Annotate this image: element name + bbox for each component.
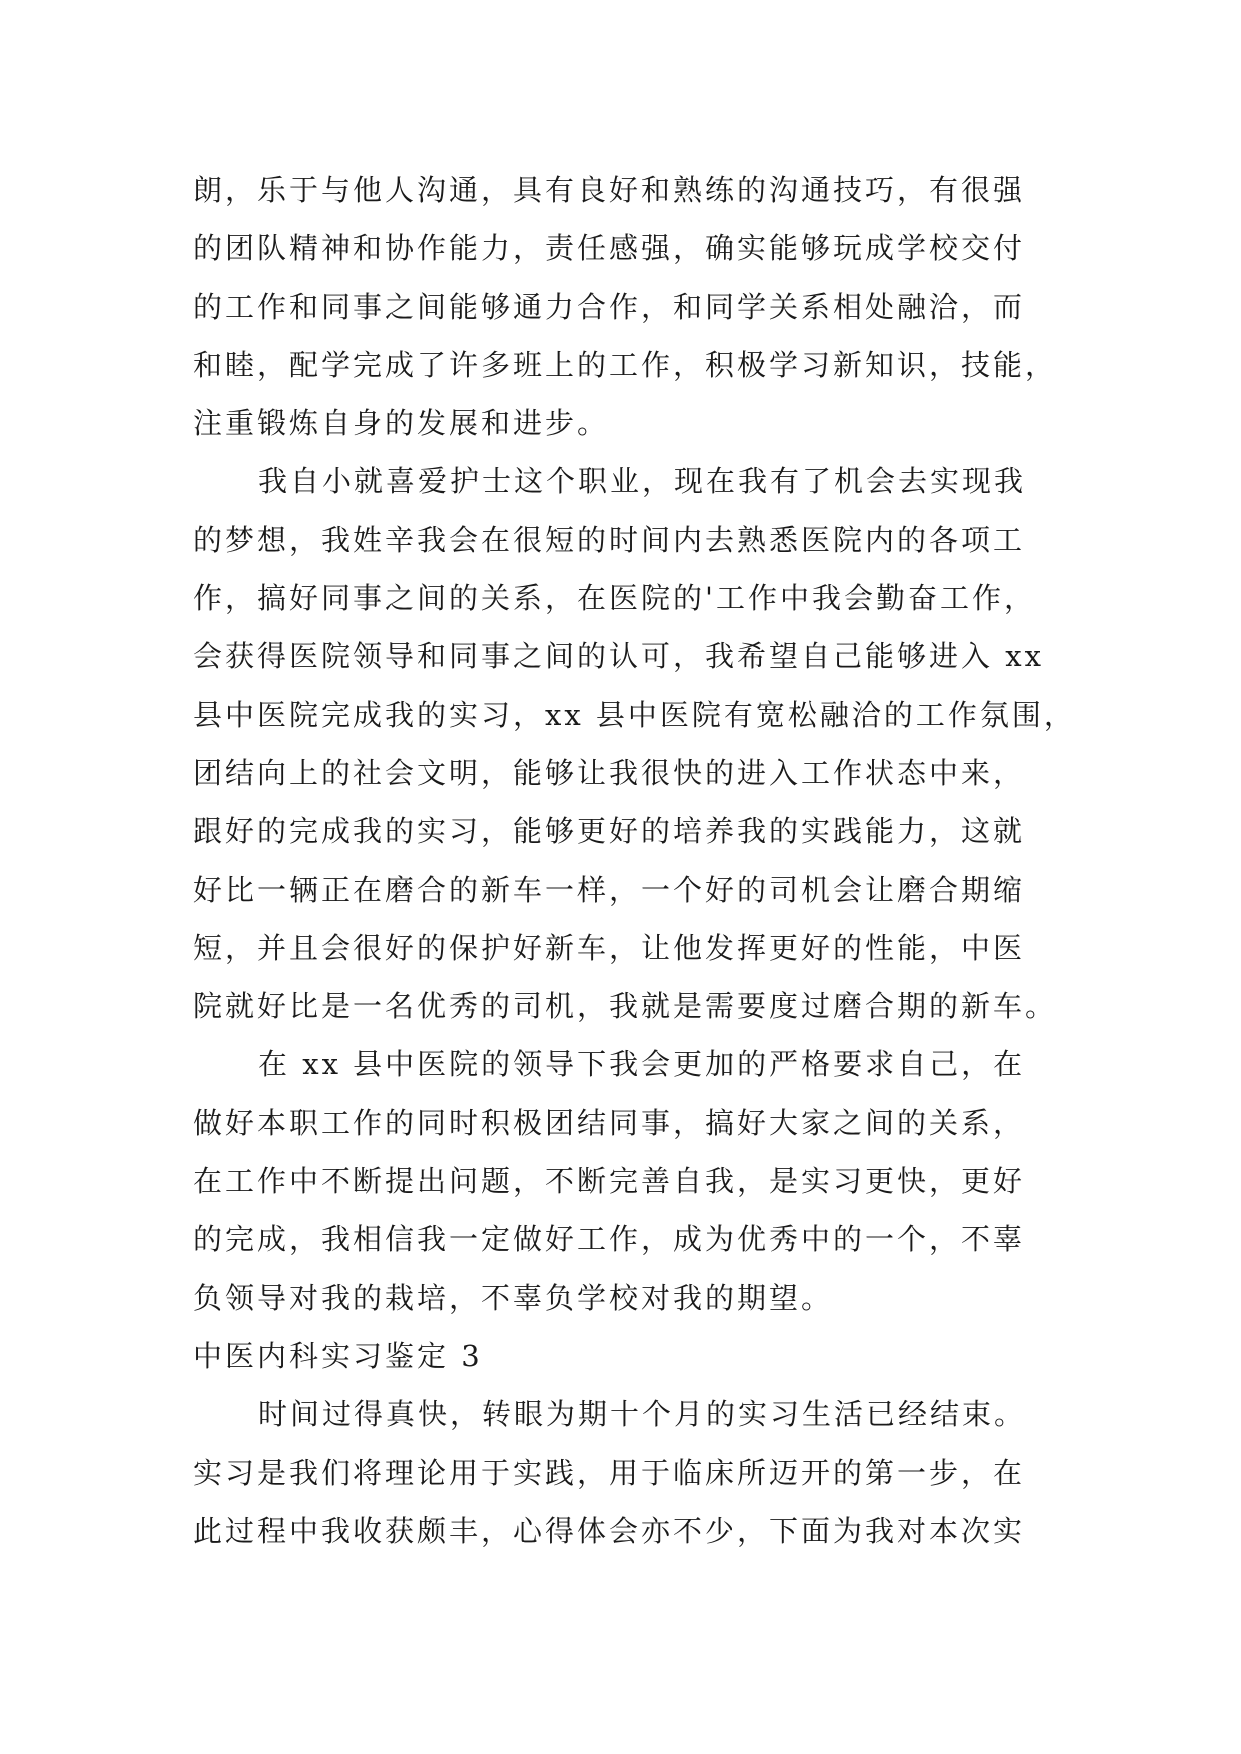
text-line: 县中医院完成我的实习，xx 县中医院有宽松融洽的工作氛围， <box>193 697 1076 732</box>
paragraph-1 <box>193 161 1073 452</box>
paragraph-2 <box>193 452 1076 1035</box>
section-heading: 中医内科实习鉴定 3 <box>193 1338 483 1373</box>
text-line: 在 xx 县中医院的领导下我会更加的严格要求自己，在 <box>258 1047 1026 1082</box>
text-line: 朗，乐于与他人沟通，具有良好和熟练的沟通技巧，有很强 <box>193 173 1026 207</box>
text-line: 此过程中我收获颇丰，心得体会亦不少，下面为我对本次实 <box>193 1513 1026 1548</box>
text-line: 的团队精神和协作能力，责任感强，确实能够玩成学校交付 <box>193 231 1026 266</box>
text-line: 作，搞好同事之间的关系，在医院的'工作中我会勤奋工作， <box>193 581 1036 616</box>
text-line: 我自小就喜爱护士这个职业，现在我有了机会去实现我 <box>258 464 1027 499</box>
text-line: 的梦想，我姓辛我会在很短的时间内去熟悉医院内的各项工 <box>193 522 1026 557</box>
paragraph-4 <box>193 1385 1073 1560</box>
text-line: 好比一辆正在磨合的新车一样，一个好的司机会让磨合期缩 <box>193 872 1026 907</box>
text-line: 会获得医院领导和同事之间的认可，我希望自己能够进入 xx <box>193 639 1044 674</box>
text-line: 和睦，配学完成了许多班上的工作，积极学习新知识，技能， <box>193 347 1058 382</box>
text-line: 短，并且会很好的保护好新车，让他发挥更好的性能，中医 <box>193 930 1026 965</box>
paragraph-3 <box>193 1035 1073 1326</box>
text-line: 的完成，我相信我一定做好工作，成为优秀中的一个，不辜 <box>193 1222 1026 1257</box>
text-line: 时间过得真快，转眼为期十个月的实习生活已经结束。 <box>258 1397 1027 1432</box>
text-line: 做好本职工作的同时积极团结同事，搞好大家之间的关系， <box>193 1105 1026 1140</box>
document-body <box>193 161 1076 1560</box>
text-line: 注重锻炼自身的发展和进步。 <box>193 406 610 441</box>
text-line: 负领导对我的栽培，不辜负学校对我的期望。 <box>193 1280 834 1315</box>
text-line: 团结向上的社会文明，能够让我很快的进入工作状态中来， <box>193 755 1026 790</box>
text-line: 跟好的完成我的实习，能够更好的培养我的实践能力，这就 <box>193 814 1026 849</box>
text-line: 在工作中不断提出问题，不断完善自我，是实习更快，更好 <box>193 1164 1026 1199</box>
text-line: 院就好比是一名优秀的司机，我就是需要度过磨合期的新车。 <box>193 989 1058 1024</box>
text-line: 的工作和同事之间能够通力合作，和同学关系相处融洽，而 <box>193 289 1026 324</box>
text-line: 实习是我们将理论用于实践，用于临床所迈开的第一步，在 <box>193 1455 1026 1490</box>
